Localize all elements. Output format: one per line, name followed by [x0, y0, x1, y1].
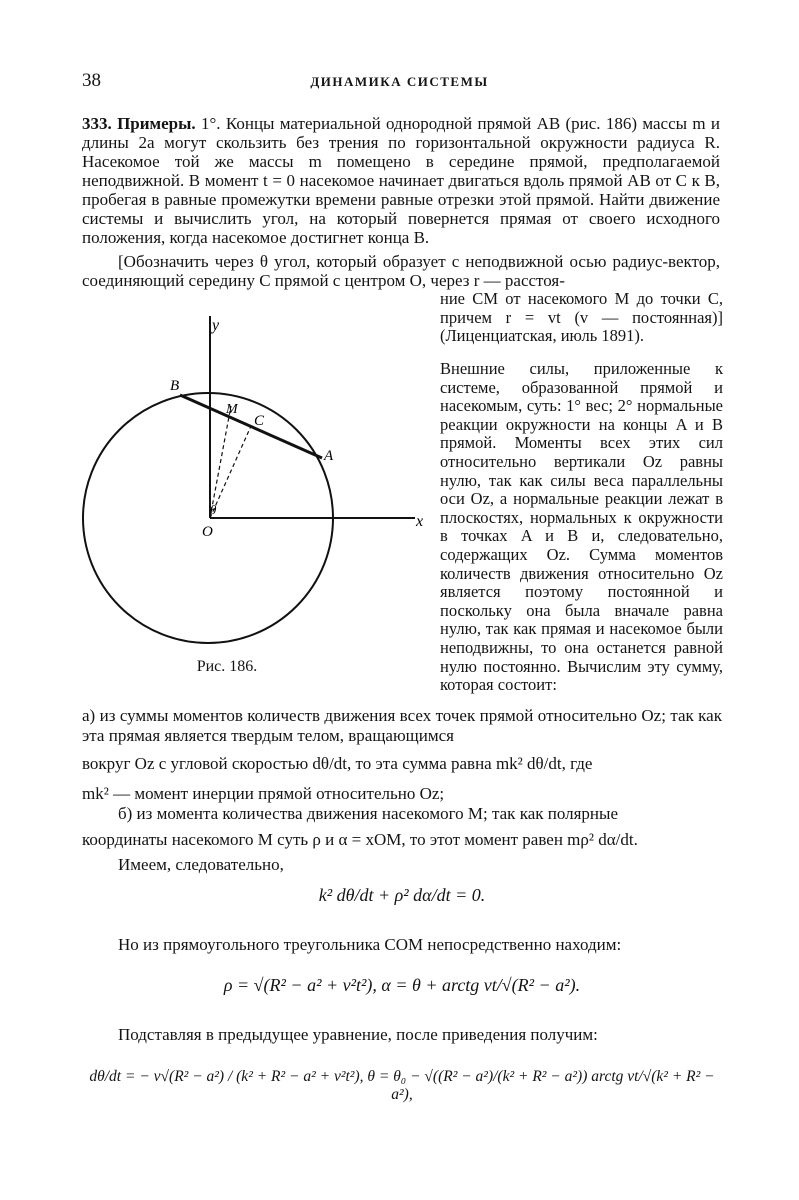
problem-paragraph [82, 114, 720, 247]
hint-text: [Обозначить через θ угол, который образует с неподвижной осью радиус-вектор, соединяющий середину C прямой с центром O, через r — расстоя- [82, 252, 720, 290]
equation-3: dθ/dt = − v√(R² − a²) / (k² + R² − a² + v²t²), θ = θ₀ − √((R² − a²)/(k² + R² − a²)) arctg vt/√(k² + R² − a²), [89, 1068, 715, 1103]
hint-continued: ние CM от насекомого M до точки C, причем r = vt (v — постоянная)] (Лиценциатская, июль 1891). [440, 289, 723, 346]
equation-1: k² dθ/dt + ρ² dα/dt = 0. [318, 885, 486, 905]
item-b-line2: координаты насекомого M суть ρ и α = xOM, то этот момент равен mρ² dα/dt. [82, 830, 638, 849]
page-header [0, 68, 799, 98]
page-number: 38 [82, 70, 101, 91]
running-title: ДИНАМИКА СИСТЕМЫ [310, 74, 489, 89]
item-a-line3: mk² — момент инерции прямой относительно Oz; [82, 784, 445, 803]
x-axis-label: x [416, 513, 424, 530]
substitute-text: Подставляя в предыдущее уравнение, после приведения получим: [118, 1025, 598, 1044]
forces-text: Внешние силы, приложенные к системе, образованной прямой и насекомым, суть: 1° вес; 2° нормальные реакции окружности на концы A и B прямой. Моменты всех этих сил относительно вертикали Oz равны нулю, так как силы веса параллельны оси Oz, а нормальные реакции лежат в плоскостях, нормальных к окружности в точках A и B и, следовательно, содержащих Oz. Сумма моментов количеств движения относительно Oz является поэтому постоянной и поскольку она была вначале равна нулю, так как прямая и насекомое были неподвижны, то она останется равной нулю постоянно. Вычислим эту сумму, которая состоит: [440, 359, 723, 695]
section-number: 333. Примеры. [82, 114, 196, 133]
equation-2: ρ = √(R² − a² + v²t²), α = θ + arctg vt/√(R² − a²). [223, 975, 581, 995]
therefore-text: Имеем, следовательно, [118, 855, 284, 874]
item-a-line1: а) из суммы моментов количеств движения всех точек прямой относительно Oz; так как эта прямая является твердым телом, вращающимся [82, 706, 722, 745]
triangle-text: Но из прямоугольного треугольника COM непосредственно находим: [118, 935, 622, 954]
figure-diagram [70, 308, 440, 653]
figure-186 [70, 308, 440, 708]
point-m-label: M [226, 402, 238, 417]
item-b-line1: б) из момента количества движения насекомого M; так как полярные [118, 804, 618, 823]
point-c-label: C [254, 413, 265, 429]
theta-label: θ [210, 502, 217, 517]
point-b-label: B [170, 378, 180, 394]
problem-text: 1°. Концы материальной однородной прямой AB (рис. 186) массы m и длины 2a могут скользить без трения по горизонтальной окружности радиуса R. Насекомое той же массы m помещено в середине прямой, предполагаемой неподвижной. В момент t = 0 насекомое начинает двигаться вдоль прямой AB от C к B, пробегая в равные промежутки времени равные отрезки этой прямой. Найти движение системы и вычислить угол, на который повернется прямая от своего исходного положения, когда насекомое достигнет конца B. [82, 114, 721, 247]
hint-paragraph [82, 252, 720, 290]
y-axis-label: y [212, 317, 220, 334]
point-a-label: A [324, 448, 334, 464]
origin-label: O [202, 524, 213, 540]
item-a-line2: вокруг Oz с угловой скоростью dθ/dt, то эта сумма равна mk² dθ/dt, где [82, 754, 593, 773]
figure-caption: Рис. 186. [196, 658, 258, 675]
forces-paragraph [440, 360, 723, 695]
